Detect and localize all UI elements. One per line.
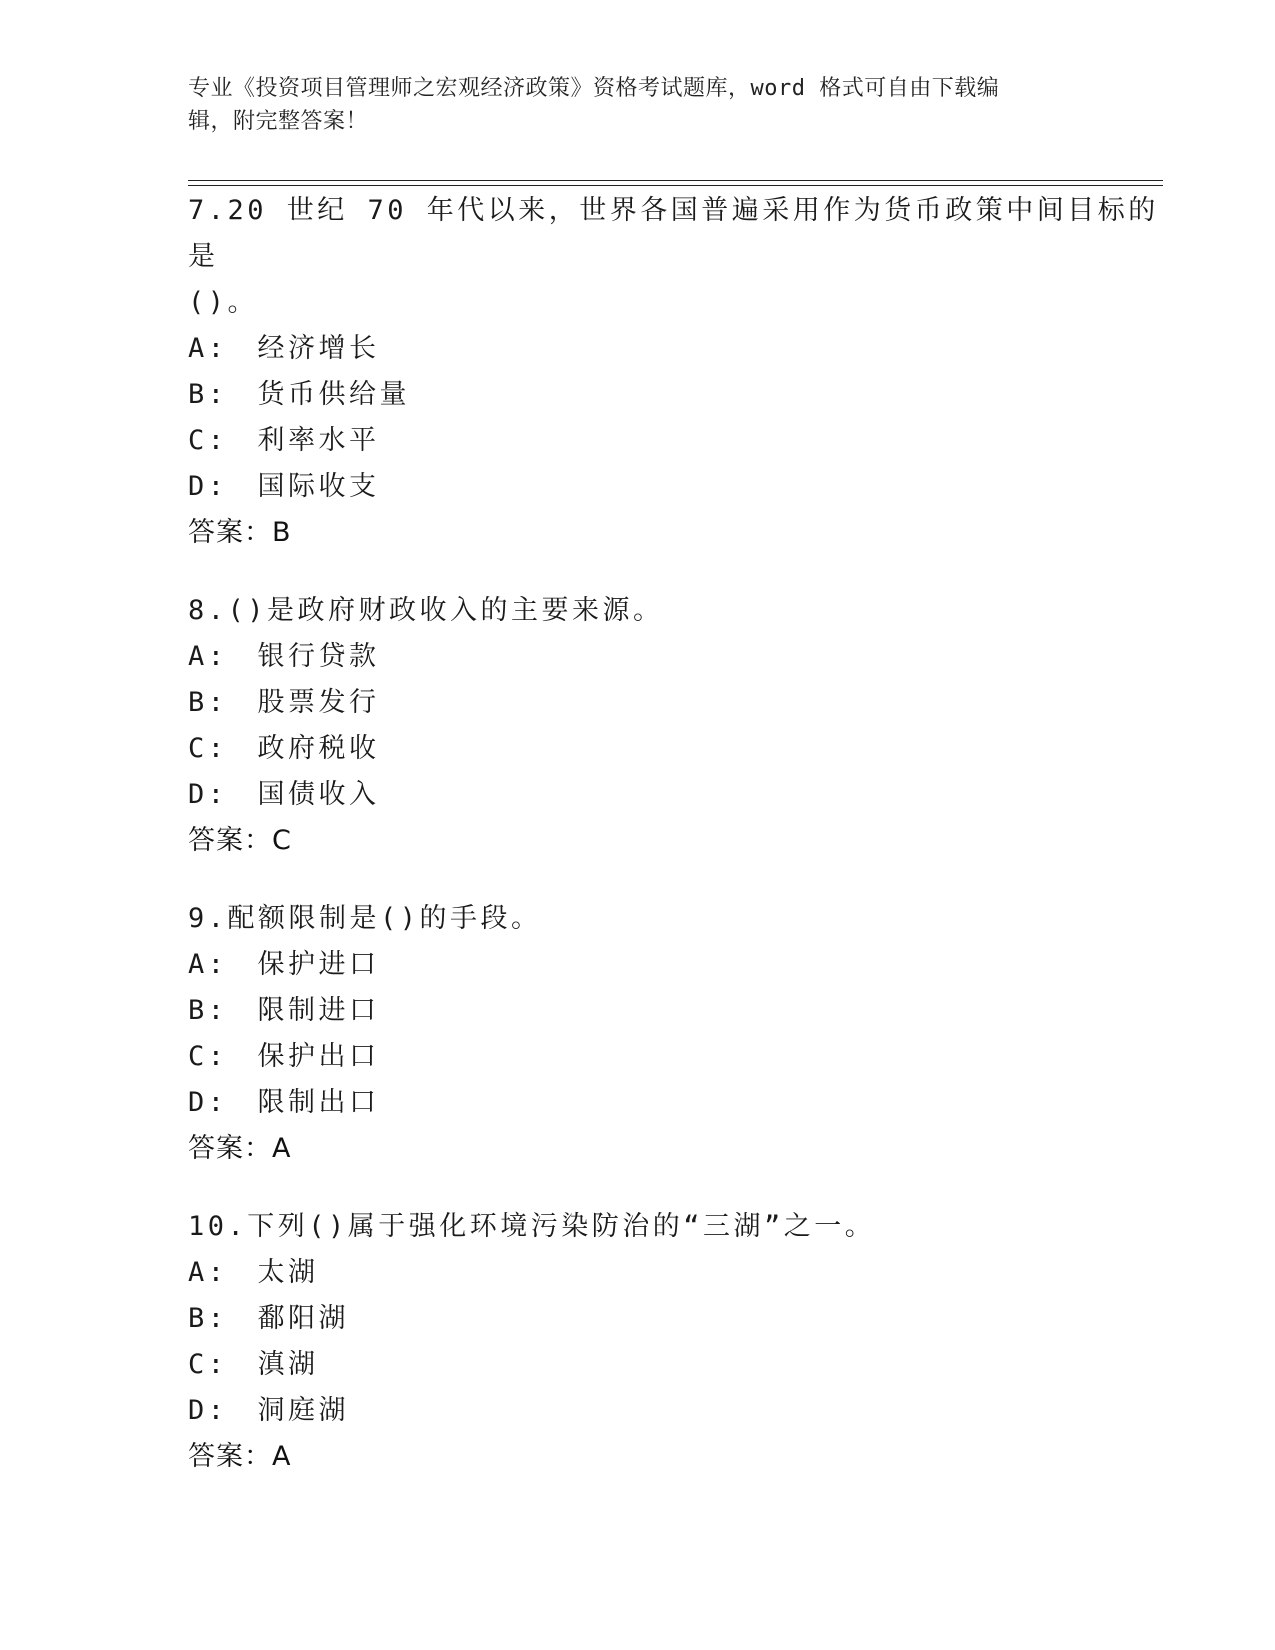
option-letter: B: xyxy=(188,995,228,1026)
option-letter: C: xyxy=(188,733,228,764)
option-letter: A: xyxy=(188,333,228,364)
question-list xyxy=(188,188,1168,1512)
option-letter: C: xyxy=(188,425,228,456)
option-text: 保护出口 xyxy=(257,1041,380,1072)
option-letter: B: xyxy=(188,379,228,410)
question-10 xyxy=(188,1204,1168,1480)
option-letter: C: xyxy=(188,1041,228,1072)
option-text: 货币供给量 xyxy=(257,379,411,410)
option-letter: A: xyxy=(188,641,228,672)
option-text: 经济增长 xyxy=(257,333,380,364)
option-text: 保护进口 xyxy=(257,949,380,980)
option-text: 国际收支 xyxy=(257,471,380,502)
option-letter: D: xyxy=(188,471,228,502)
option-text: 洞庭湖 xyxy=(257,1395,350,1426)
question-7 xyxy=(188,188,1168,556)
question-10-text: 10.下列()属于强化环境污染防治的“三湖”之一。 xyxy=(188,1211,876,1242)
question-10-option-b xyxy=(188,1296,1168,1342)
question-8-option-b xyxy=(188,680,1168,726)
option-text: 太湖 xyxy=(257,1257,319,1288)
header-divider-top xyxy=(188,180,1163,181)
question-7-option-a xyxy=(188,326,1168,372)
question-8 xyxy=(188,588,1168,864)
question-8-answer: 答案：C xyxy=(188,825,292,856)
question-7-option-d xyxy=(188,464,1168,510)
option-letter: B: xyxy=(188,1303,228,1334)
option-letter: A: xyxy=(188,949,228,980)
option-text: 国债收入 xyxy=(257,779,380,810)
option-letter: C: xyxy=(188,1349,228,1380)
question-8-option-c xyxy=(188,726,1168,772)
option-text: 滇湖 xyxy=(257,1349,319,1380)
question-7-text-continued: ()。 xyxy=(188,287,259,318)
document-header xyxy=(188,72,1088,138)
option-text: 限制出口 xyxy=(257,1087,380,1118)
question-9-answer: 答案：A xyxy=(188,1133,292,1164)
option-text: 股票发行 xyxy=(257,687,380,718)
question-8-option-d xyxy=(188,772,1168,818)
option-text: 利率水平 xyxy=(257,425,380,456)
question-7-option-b xyxy=(188,372,1168,418)
question-10-option-d xyxy=(188,1388,1168,1434)
option-letter: A: xyxy=(188,1257,228,1288)
question-10-option-c xyxy=(188,1342,1168,1388)
option-text: 鄱阳湖 xyxy=(257,1303,350,1334)
header-line-1: 专业《投资项目管理师之宏观经济政策》资格考试题库，word 格式可自由下载编 xyxy=(188,76,1000,101)
question-9-option-b xyxy=(188,988,1168,1034)
option-letter: D: xyxy=(188,1087,228,1118)
header-line-2: 辑，附完整答案！ xyxy=(188,109,369,134)
question-7-text: 7.20 世纪 70 年代以来，世界各国普遍采用作为货币政策中间目标的是 xyxy=(188,195,1159,272)
question-9-option-c xyxy=(188,1034,1168,1080)
question-10-option-a xyxy=(188,1250,1168,1296)
question-8-text: 8.()是政府财政收入的主要来源。 xyxy=(188,595,664,626)
question-9-option-a xyxy=(188,942,1168,988)
option-text: 政府税收 xyxy=(257,733,380,764)
question-7-option-c xyxy=(188,418,1168,464)
header-divider-bottom xyxy=(188,185,1163,186)
option-letter: D: xyxy=(188,779,228,810)
option-text: 限制进口 xyxy=(257,995,380,1026)
option-text: 银行贷款 xyxy=(257,641,380,672)
question-8-option-a xyxy=(188,634,1168,680)
question-10-answer: 答案：A xyxy=(188,1441,292,1472)
question-9-text: 9.配额限制是()的手段。 xyxy=(188,903,542,934)
question-9-option-d xyxy=(188,1080,1168,1126)
option-letter: B: xyxy=(188,687,228,718)
question-7-answer: 答案：B xyxy=(188,517,292,548)
option-letter: D: xyxy=(188,1395,228,1426)
question-9 xyxy=(188,896,1168,1172)
